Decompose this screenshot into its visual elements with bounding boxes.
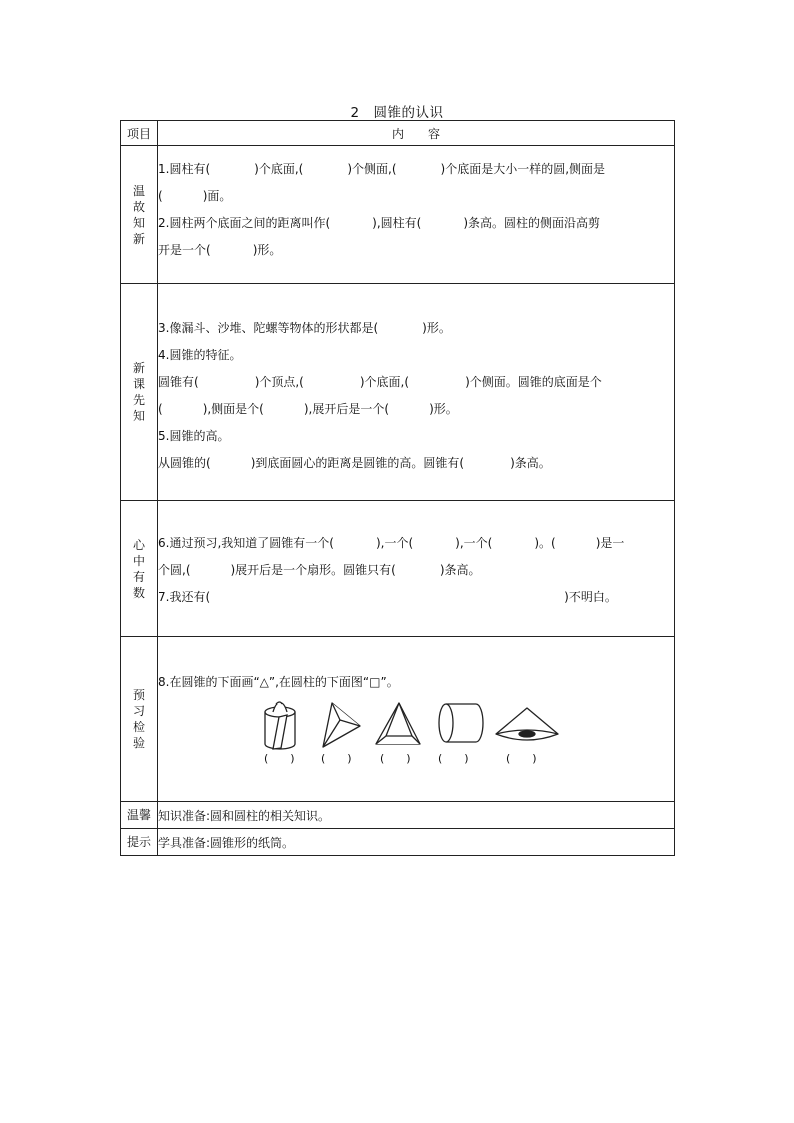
- section-label: 心 中 有 数: [121, 501, 158, 637]
- text-line: 7.我还有( )不明白。: [158, 590, 617, 604]
- header-item: 项目: [121, 121, 158, 146]
- text-line: ( ),侧面是个( ),展开后是一个( )形。: [158, 402, 458, 416]
- section-preview: [121, 284, 675, 501]
- table-header-row: [121, 121, 675, 146]
- answer-paren-5[interactable]: ( ): [506, 752, 537, 765]
- section-content: [158, 501, 675, 637]
- text-line: 3.像漏斗、沙堆、陀螺等物体的形状都是( )形。: [158, 321, 451, 335]
- tip-label-1: 温馨: [121, 802, 158, 829]
- answer-paren-3[interactable]: ( ): [380, 752, 411, 765]
- tip-row-2: [121, 829, 675, 856]
- text-line: 开是一个( )形。: [158, 242, 282, 257]
- tip-line-1: 知识准备:圆和圆柱的相关知识。: [158, 802, 675, 829]
- page-title: 2 圆锥的认识: [350, 105, 444, 121]
- triangular-pyramid-icon: [318, 700, 362, 750]
- tip-row-1: [121, 802, 675, 829]
- shapes-row: [158, 700, 674, 768]
- text-line: ( )面。: [158, 188, 232, 203]
- section-label: 预 习 检 验: [121, 637, 158, 802]
- answer-paren-1[interactable]: ( ): [264, 752, 295, 765]
- section-summary: [121, 501, 675, 637]
- flat-cone-hat-icon: [494, 700, 560, 744]
- square-pyramid-icon: [374, 700, 424, 750]
- section-content: [158, 284, 675, 501]
- answer-paren-2[interactable]: ( ): [321, 752, 352, 765]
- text-line: 8.在圆锥的下面画“△”,在圆柱的下面图“□”。: [158, 675, 399, 689]
- text-line: 2.圆柱两个底面之间的距离叫作( ),圆柱有( )条高。圆柱的侧面沿高剪: [158, 215, 601, 230]
- header-content: 内 容: [158, 121, 675, 146]
- text-line: 从圆锥的( )到底面圆心的距离是圆锥的高。圆锥有( )条高。: [158, 456, 551, 470]
- worksheet-table: [120, 120, 675, 856]
- text-line: 6.通过预习,我知道了圆锥有一个( ),一个( ),一个( )。( )是一: [158, 536, 625, 550]
- section-content: [158, 637, 675, 802]
- text-line: 圆锥有( )个顶点,( )个底面,( )个侧面。圆锥的底面是个: [158, 375, 602, 389]
- cylinder-with-cone-top-icon: [262, 700, 298, 752]
- answer-paren-4[interactable]: ( ): [438, 752, 469, 765]
- section-check: [121, 637, 675, 802]
- text-line: 个圆,( )展开后是一个扇形。圆锥只有( )条高。: [158, 563, 481, 577]
- section-label: 温 故 知 新: [121, 146, 158, 284]
- tip-label-2: 提示: [121, 829, 158, 856]
- section-content: [158, 146, 675, 284]
- tip-line-2: 学具准备:圆锥形的纸筒。: [158, 829, 675, 856]
- section-label: 新 课 先 知: [121, 284, 158, 501]
- lying-cylinder-icon: [438, 700, 486, 746]
- text-line: 1.圆柱有( )个底面,( )个侧面,( )个底面是大小一样的圆,侧面是: [158, 161, 606, 176]
- text-line: 4.圆锥的特征。: [158, 348, 242, 362]
- text-line: 5.圆锥的高。: [158, 429, 230, 443]
- section-review: [121, 146, 675, 284]
